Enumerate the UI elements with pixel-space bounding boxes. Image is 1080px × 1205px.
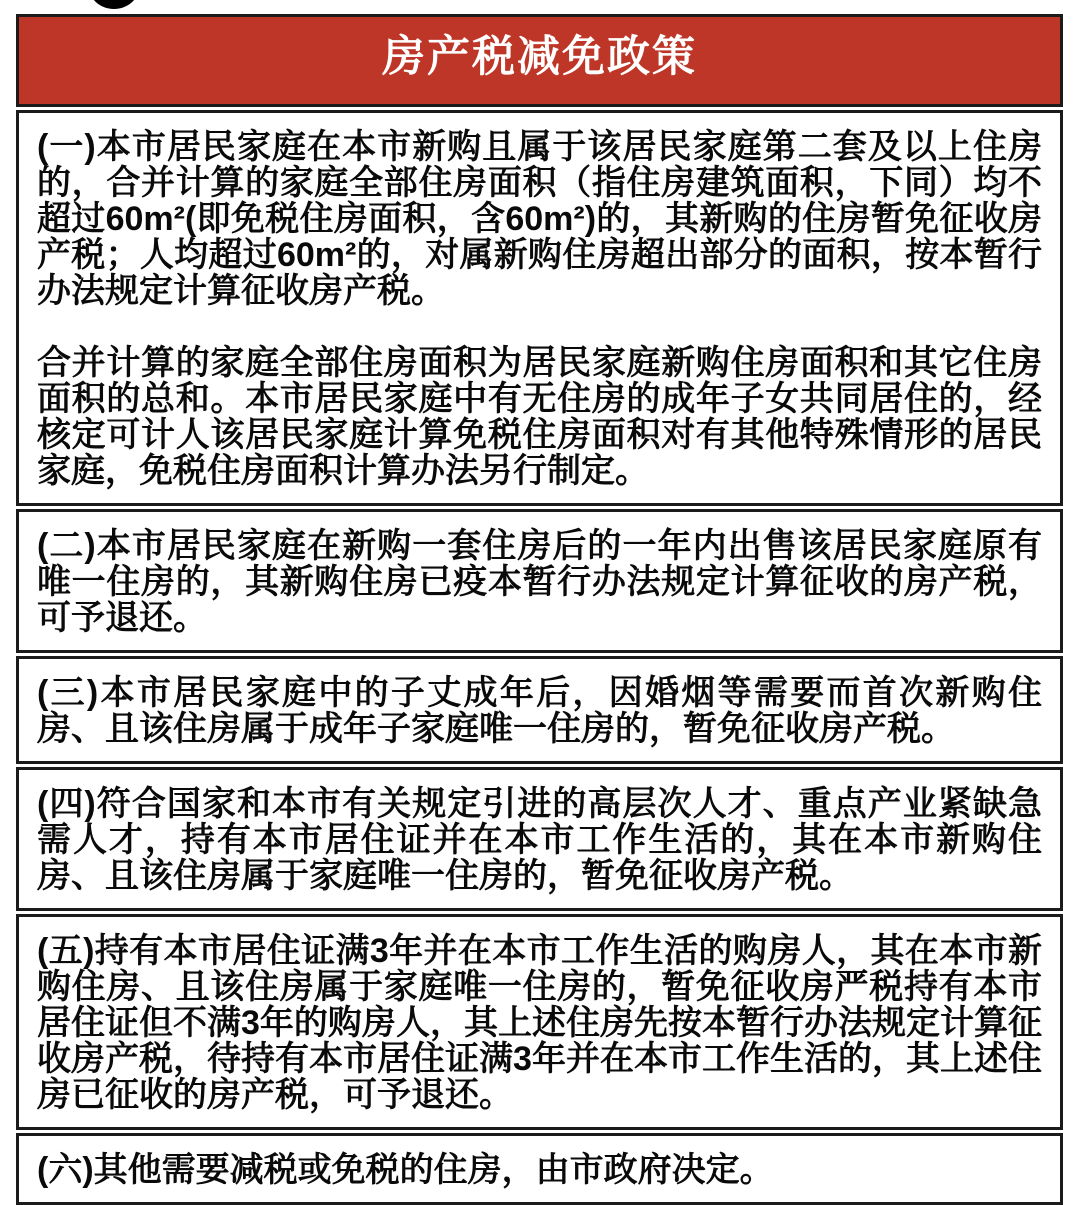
partial-logo-icon	[88, 0, 140, 9]
policy-section-2	[16, 509, 1063, 653]
policy-paragraph: 合并计算的家庭全部住房面积为居民家庭新购住房面积和其它住房面积的总和。本市居民家庭中有无住房的成年子女共同居住的，经核定可计人该居民家庭计算免税住房面积对有其他特殊情形的居民家庭，免税住房面积计算办法另行制定。	[37, 344, 1042, 490]
policy-section-4	[16, 767, 1063, 911]
policy-section-6	[16, 1133, 1063, 1205]
policy-document	[16, 14, 1063, 1205]
policy-paragraph: (六)其他需要减税或免税的住房，由市政府决定。	[37, 1151, 774, 1189]
policy-paragraph: (四)符合国家和本市有关规定引进的高层次人才、重点产业紧缺急需人才，持有本市居住证并在本市工作生活的，其在本市新购住房、且该住房属于家庭唯一住房的，暂免征收房产税。	[37, 785, 1042, 895]
title-banner	[16, 14, 1063, 107]
page-title: 房产税减免政策	[382, 33, 697, 81]
policy-section-1	[16, 110, 1063, 506]
policy-section-3	[16, 656, 1063, 764]
policy-paragraph: (一)本市居民家庭在本市新购且属于该居民家庭第二套及以上住房的，合并计算的家庭全部住房面积（指住房建筑面积，下同）均不超过60m²(即免税住房面积，含60m²)的，其新购的住房暂免征收房产税；人均超过60m²的，对属新购住房超出部分的面积，按本暂行办法规定计算征收房产税。	[37, 128, 1042, 310]
policy-paragraph: (三)本市居民家庭中的子丈成年后，因婚烟等需要而首次新购住房、且该住房属于成年子家庭唯一住房的，暂免征收房产税。	[37, 674, 1042, 748]
policy-paragraph: (二)本市居民家庭在新购一套住房后的一年内出售该居民家庭原有唯一住房的，其新购住房已疫本暂行办法规定计算征收的房产税，可予退还。	[37, 527, 1042, 637]
policy-paragraph: (五)持有本市居住证满3年并在本市工作生活的购房人，其在本市新购住房、且该住房属于家庭唯一住房的，暂免征收房严税持有本市居住证但不满3年的购房人，其上述住房先按本暂行办法规定计算征收房产税，待持有本市居住证满3年并在本市工作生活的，其上述住房已征收的房产税，可予退还。	[37, 932, 1042, 1114]
policy-section-5	[16, 914, 1063, 1130]
